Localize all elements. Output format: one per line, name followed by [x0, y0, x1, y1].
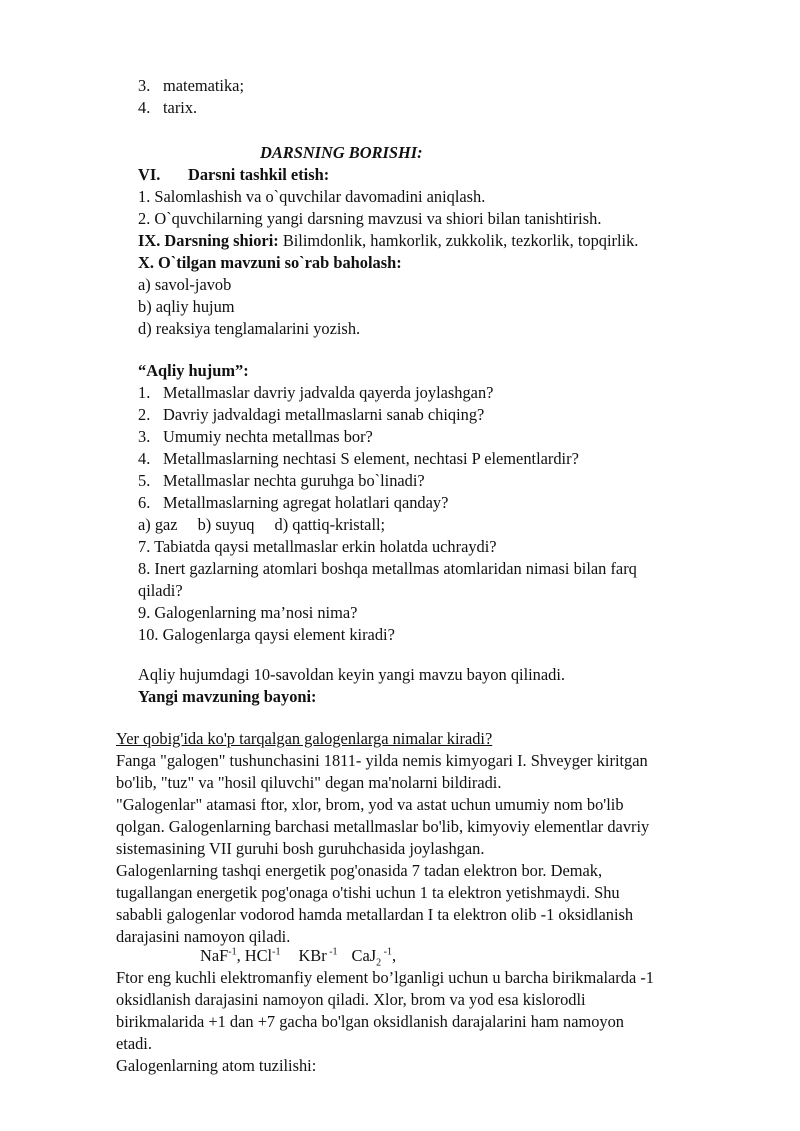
question-item [138, 492, 448, 514]
question-text: Metallmaslarning agregat holatlari qanday? [163, 493, 449, 512]
section-x-title: X. O`tilgan mavzuni so`rab baholash: [138, 253, 402, 272]
paragraph-line: tugallangan energetik pog'onaga o'tishi uchun 1 ta elektron yetishmaydi. Shu [116, 883, 620, 902]
paragraph-line: "Galogenlar" atamasi ftor, xlor, brom, yod va astat uchun umumiy nom bo'lib [116, 795, 624, 814]
state-gas: a) gaz [138, 515, 178, 534]
list-item: a) savol-javob [138, 275, 232, 294]
list-item: 1. Salomlashish va o`quvchilar davomadini aniqlash. [138, 187, 486, 206]
formula-hcl-charge: -1 [272, 946, 281, 958]
question-text: Umumiy nechta metallmas bor? [163, 427, 373, 446]
list-item: d) reaksiya tenglamalarini yozish. [138, 319, 361, 338]
question-item [138, 448, 579, 470]
question-item [138, 382, 493, 404]
question-item [138, 404, 484, 426]
list-item: b) aqliy hujum [138, 297, 235, 316]
question-item: 9. Galogenlarning ma’nosi nima? [138, 603, 358, 622]
states-row [138, 514, 385, 536]
question-text: Davriy jadvaldagi metallmaslarni sanab chiqing? [163, 405, 485, 424]
paragraph-line: qolgan. Galogenlarning barchasi metallmaslar bo'lib, kimyoviy elementlar davriy [116, 817, 650, 836]
paragraph-line: Ftor eng kuchli elektromanfiy element bo’lganligi uchun u barcha birikmalarda -1 [116, 968, 654, 987]
question-item: 7. Tabiatda qaysi metallmaslar erkin holatda uchraydi? [138, 537, 497, 556]
question-text: Metallmaslar davriy jadvalda qayerda joylashgan? [163, 383, 494, 402]
paragraph-line: Galogenlarning atom tuzilishi: [116, 1056, 317, 1075]
question-number: 6. [138, 493, 151, 512]
formula-caj-index: 2 [376, 957, 382, 969]
question-item [138, 470, 425, 492]
section-ix [138, 230, 638, 252]
formula-caj: CaJ [351, 946, 377, 965]
state-liquid: b) suyuq [197, 515, 255, 534]
transition-text: Aqliy hujumdagi 10-savoldan keyin yangi mavzu bayon qilinadi. [138, 665, 565, 684]
formula-line [200, 945, 396, 967]
section-ix-text: Bilimdonlik, hamkorlik, zukkolik, tezkorlik, topqirlik. [278, 231, 639, 250]
question-item: 8. Inert gazlarning atomlari boshqa metallmas atomlaridan nimasi bilan farq [138, 559, 637, 578]
formula-kbr: KBr [298, 946, 327, 965]
list-text: matematika; [163, 76, 245, 95]
paragraph-line: Fanga "galogen" tushunchasini 1811- yilda nemis kimyogari I. Shveyger kiritgan [116, 751, 648, 770]
question-number: 1. [138, 383, 151, 402]
paragraph-line: darajasini namoyon qiladi. [116, 927, 291, 946]
formula-caj-charge: -1 [381, 946, 392, 958]
topic-question: Yer qobig'ida ko'p tarqalgan galogenlarga nimalar kiradi? [116, 729, 493, 748]
list-item [138, 97, 197, 119]
formula-naf-charge: -1 [228, 946, 237, 958]
paragraph-line: sistemasining VII guruhi bosh guruhchasida joylashgan. [116, 839, 485, 858]
section-ix-title: IX. Darsning shiori: [138, 231, 279, 250]
question-item-continuation: qiladi? [138, 581, 183, 600]
question-item: 10. Galogenlarga qaysi element kiradi? [138, 625, 395, 644]
formula-end: , [391, 946, 397, 965]
roman-numeral: VI. [138, 165, 161, 184]
question-number: 5. [138, 471, 151, 490]
list-number: 3. [138, 76, 151, 95]
question-number: 4. [138, 449, 151, 468]
question-number: 2. [138, 405, 151, 424]
question-number: 3. [138, 427, 151, 446]
section-title-text: Darsni tashkil etish: [188, 165, 330, 184]
new-topic-title: Yangi mavzuning bayoni: [138, 687, 317, 706]
paragraph-line: Galogenlarning tashqi energetik pog'onasida 7 tadan elektron bor. Demak, [116, 861, 603, 880]
question-text: Metallmaslar nechta guruhga bo`linadi? [163, 471, 425, 490]
question-item [138, 426, 373, 448]
section-vi-title [138, 164, 329, 186]
paragraph-line: sababli galogenlar vodorod hamda metallardan I ta elektron olib -1 oksidlanish [116, 905, 634, 924]
paragraph-line: bo'lib, "tuz" va "hosil qiluvchi" degan ma'nolarni bildiradi. [116, 773, 502, 792]
list-item: 2. O`quvchilarning yangi darsning mavzusi va shiori bilan tanishtirish. [138, 209, 602, 228]
aqliy-hujum-title: “Aqliy hujum”: [138, 361, 249, 380]
list-number: 4. [138, 98, 151, 117]
formula-separator: , [236, 946, 245, 965]
paragraph-line: etadi. [116, 1034, 152, 1053]
formula-hcl: HCl [244, 946, 273, 965]
formula-naf: NaF [200, 946, 229, 965]
paragraph-line: birikmalarida +1 dan +7 gacha bo'lgan oksidlanish darajalarini ham namoyon [116, 1012, 625, 1031]
formula-kbr-charge: -1 [326, 946, 338, 958]
paragraph-line: oksidlanish darajasini namoyon qiladi. Xlor, brom va yod esa kislorodli [116, 990, 586, 1009]
list-text: tarix. [163, 98, 198, 117]
question-text: Metallmaslarning nechtasi S element, nechtasi P elementlardir? [163, 449, 579, 468]
section-heading: DARSNING BORISHI: [260, 143, 423, 162]
state-solid: d) qattiq-kristall; [274, 515, 386, 534]
list-item [138, 75, 244, 97]
